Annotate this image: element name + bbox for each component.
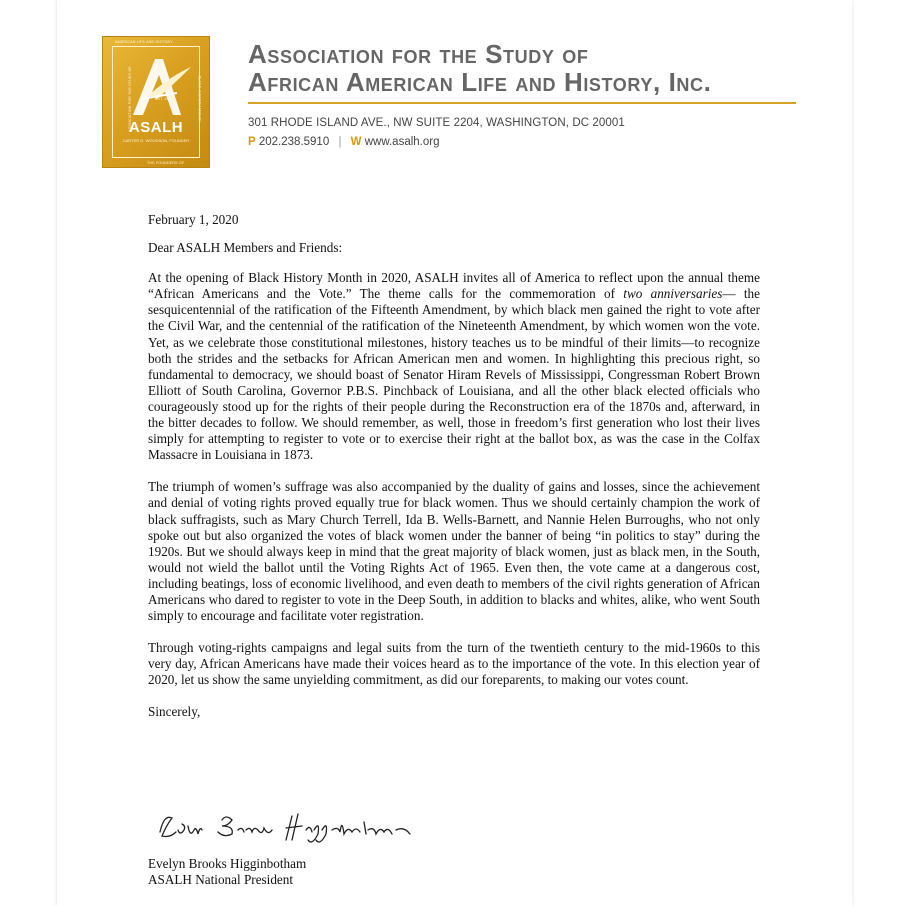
signer-name: Evelyn Brooks Higginbotham [148, 856, 307, 871]
letter-body [148, 212, 760, 721]
organization-name [248, 40, 808, 96]
header-divider [248, 102, 796, 104]
logo-badge-year: EST. 1915 [155, 97, 173, 101]
org-name-line-1: Association for the Study of [248, 39, 589, 69]
logo-border-top: AMERICAN LIFE AND HISTORY [115, 40, 173, 44]
phone-label: P [248, 136, 256, 148]
handwritten-signature [152, 796, 452, 856]
phone-number: 202.238.5910 [258, 136, 330, 148]
org-name-line-2: African American Life and History, Inc. [248, 67, 712, 97]
paragraph-2: The triumph of women’s suffrage was also accompanied by the duality of gains and losses, since the achievement and denial of voting rights proved equally true for black women. Thus we should certainly champion the work of black suffragists, such as Mary Church Terrell, Ida B. Wells-Barnett, and Nannie Helen Burroughs, who not only spoke out but also organized the votes of black women under the banner of being “in politics to stay” during the 1920s. But we should always keep in mind that the great majority of black women, just as black men, in the South, would not wield the ballot until the Voting Rights Act of 1965. Even then, the vote came at a dangerous cost, including beatings, loss of economic livelihood, and even death to members of the civil rights generation of African Americans who dared to register to vote in the Deep South, in addition to blacks and whites, alike, who went South simply to encourage and facilitate voter registration. [148, 479, 760, 624]
paragraph-3: Through voting-rights campaigns and legal suits from the turn of the twentieth century to the mid-1960s to this very day, African Americans have made their voices heard as to the importance of the vote. In this election year of 2020, let us show the same unyielding commitment, as did our foreparents, to making our votes count. [148, 640, 760, 688]
org-address: 301 RHODE ISLAND AVE., NW SUITE 2204, WASHINGTON, DC 20001 [248, 117, 625, 129]
quill-a-icon [103, 37, 211, 169]
letter-date: February 1, 2020 [148, 212, 239, 227]
org-contact [248, 136, 440, 148]
signer-title: ASALH National President [148, 872, 294, 887]
logo-border-right: BLACK HISTORY MONTH [197, 75, 202, 123]
letter-closing: Sincerely, [148, 704, 201, 720]
logo-border-bottom: THE FOUNDERS OF [147, 161, 185, 165]
asalh-logo [102, 36, 210, 168]
web-label: W [350, 136, 362, 148]
logo-border-left: ASSOCIATION FOR THE STUDY OF [127, 66, 132, 132]
contact-separator: | [338, 136, 342, 148]
letter-page [57, 0, 852, 906]
letter-salutation: Dear ASALH Members and Friends: [148, 240, 343, 256]
logo-founder-line: CARTER G. WOODSON, FOUNDER [122, 138, 190, 143]
website-link[interactable]: www.asalh.org [364, 136, 440, 148]
logo-wordmark: ASALH [128, 119, 184, 136]
paragraph-1: At the opening of Black History Month in 2020, ASALH invites all of America to reflect upon the annual theme “African Americans and the Vote.” The theme calls for the commemoration of two anniversaries— the sesquicentennial of the ratification of the Fifteenth Amendment, by which black men gained the right to vote after the Civil War, and the centennial of the ratification of the Nineteenth Amendment, by which women won the vote. Yet, as we celebrate those constitutional milestones, history teaches us to be mindful of their limits—to recognize both the strides and the setbacks for African American men and women. In highlighting this precious right, so fundamental to democracy, we should boast of Senator Hiram Revels of Mississippi, Congressman Robert Brown Elliott of South Carolina, Governor P.B.S. Pinchback of Louisiana, and all the other black elected officials who courageously stood up for the rights of their people during the Reconstruction era of the 1870s and, afterward, in the bitter decades to follow. We should remember, as well, those in freedom’s first generation who lost their lives simply for attempting to register to vote or to exercise their right at the ballot box, as was the case in the Colfax Massacre in Louisiana in 1873. [148, 270, 760, 463]
emphasis-two-anniversaries: two anniversaries [623, 286, 723, 302]
